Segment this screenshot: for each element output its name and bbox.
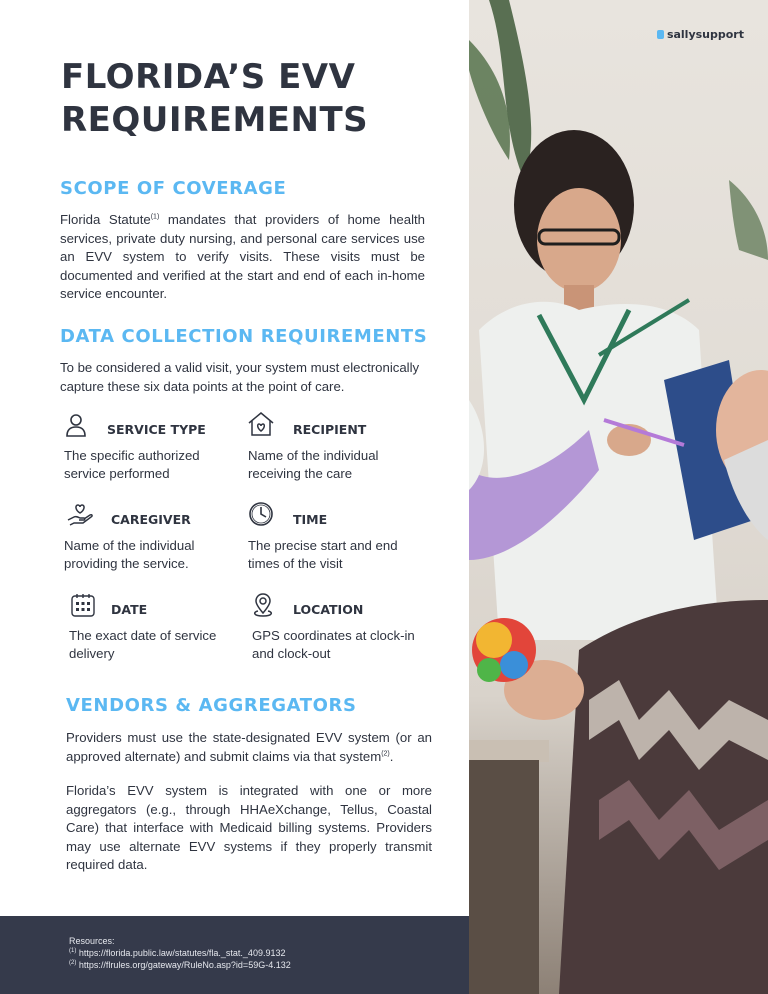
scope-heading: SCOPE OF COVERAGE [60, 178, 287, 199]
clock-icon [247, 500, 275, 528]
service-type-label: SERVICE TYPE [107, 422, 206, 437]
data-collection-heading: DATA COLLECTION REQUIREMENTS [60, 326, 428, 347]
resource-1-url: https://florida.public.law/statutes/fla._stat._409.9132 [76, 948, 286, 958]
footnote-ref-1: (1) [150, 213, 160, 221]
logo-mark-icon [657, 30, 664, 39]
location-label: LOCATION [293, 602, 364, 617]
time-label: TIME [293, 512, 328, 527]
hand-heart-icon [66, 500, 94, 528]
resource-1-marker: (1) [69, 948, 77, 954]
resource-link-1[interactable] [69, 947, 291, 959]
vendors-text-1: Providers must use the state-designated EVV system (or an approved alternate) and submit claims via that system [66, 730, 432, 764]
recipient-label: RECIPIENT [293, 422, 367, 437]
caregiver-photo [469, 0, 768, 994]
resources-footer [0, 916, 469, 994]
scope-text-rest: mandates that providers of home health services, private duty nursing, and personal care services use an EVV system to verify visits. These visits must be documented and verified at the start and end of each in-home service encounter. [60, 212, 425, 301]
date-description: The exact date of service delivery [69, 628, 217, 661]
vendors-paragraph-1 [66, 729, 432, 766]
recipient-description: Name of the individual receiving the care [248, 448, 379, 481]
caregiver-description: Name of the individual providing the service. [64, 538, 195, 571]
resource-2-marker: (2) [69, 960, 77, 966]
resources-label: Resources: [69, 936, 115, 946]
resources-list [69, 935, 291, 971]
vendors-text-1-end: . [389, 748, 394, 764]
person-icon [62, 411, 90, 439]
location-description: GPS coordinates at clock-in and clock-out [252, 628, 415, 661]
calendar-icon [69, 591, 97, 619]
date-label: DATE [111, 602, 148, 617]
vendors-paragraph-2: Florida’s EVV system is integrated with one or more aggregators (e.g., through HHAeXchange, Tellus, Coastal Care) that interface with Medicaid billing systems. Providers may use alternate EVV systems if they properly transmit required data. [66, 783, 432, 872]
resource-2-url: https://flrules.org/gateway/RuleNo.asp?id=59G-4.132 [76, 960, 291, 970]
caregiver-label: CAREGIVER [111, 512, 191, 527]
photo-illustration [469, 0, 768, 994]
brand-logo [657, 28, 744, 41]
location-pin-icon [249, 591, 277, 619]
page-title: FLORIDA’S EVV REQUIREMENTS [61, 57, 369, 140]
logo-text: sallysupport [666, 28, 744, 41]
vendors-heading: VENDORS & AGGREGATORS [66, 695, 357, 716]
footnote-ref-2: (2) [381, 750, 390, 758]
data-collection-intro: To be considered a valid visit, your system must electronically capture these six data points at the point of care. [60, 360, 420, 394]
resource-link-2[interactable] [69, 959, 291, 971]
service-type-description: The specific authorized service performed [64, 448, 200, 481]
home-heart-icon [247, 410, 275, 438]
scope-paragraph [60, 211, 425, 304]
time-description: The precise start and end times of the visit [248, 538, 398, 571]
scope-text-start: Florida Statute [60, 212, 151, 227]
